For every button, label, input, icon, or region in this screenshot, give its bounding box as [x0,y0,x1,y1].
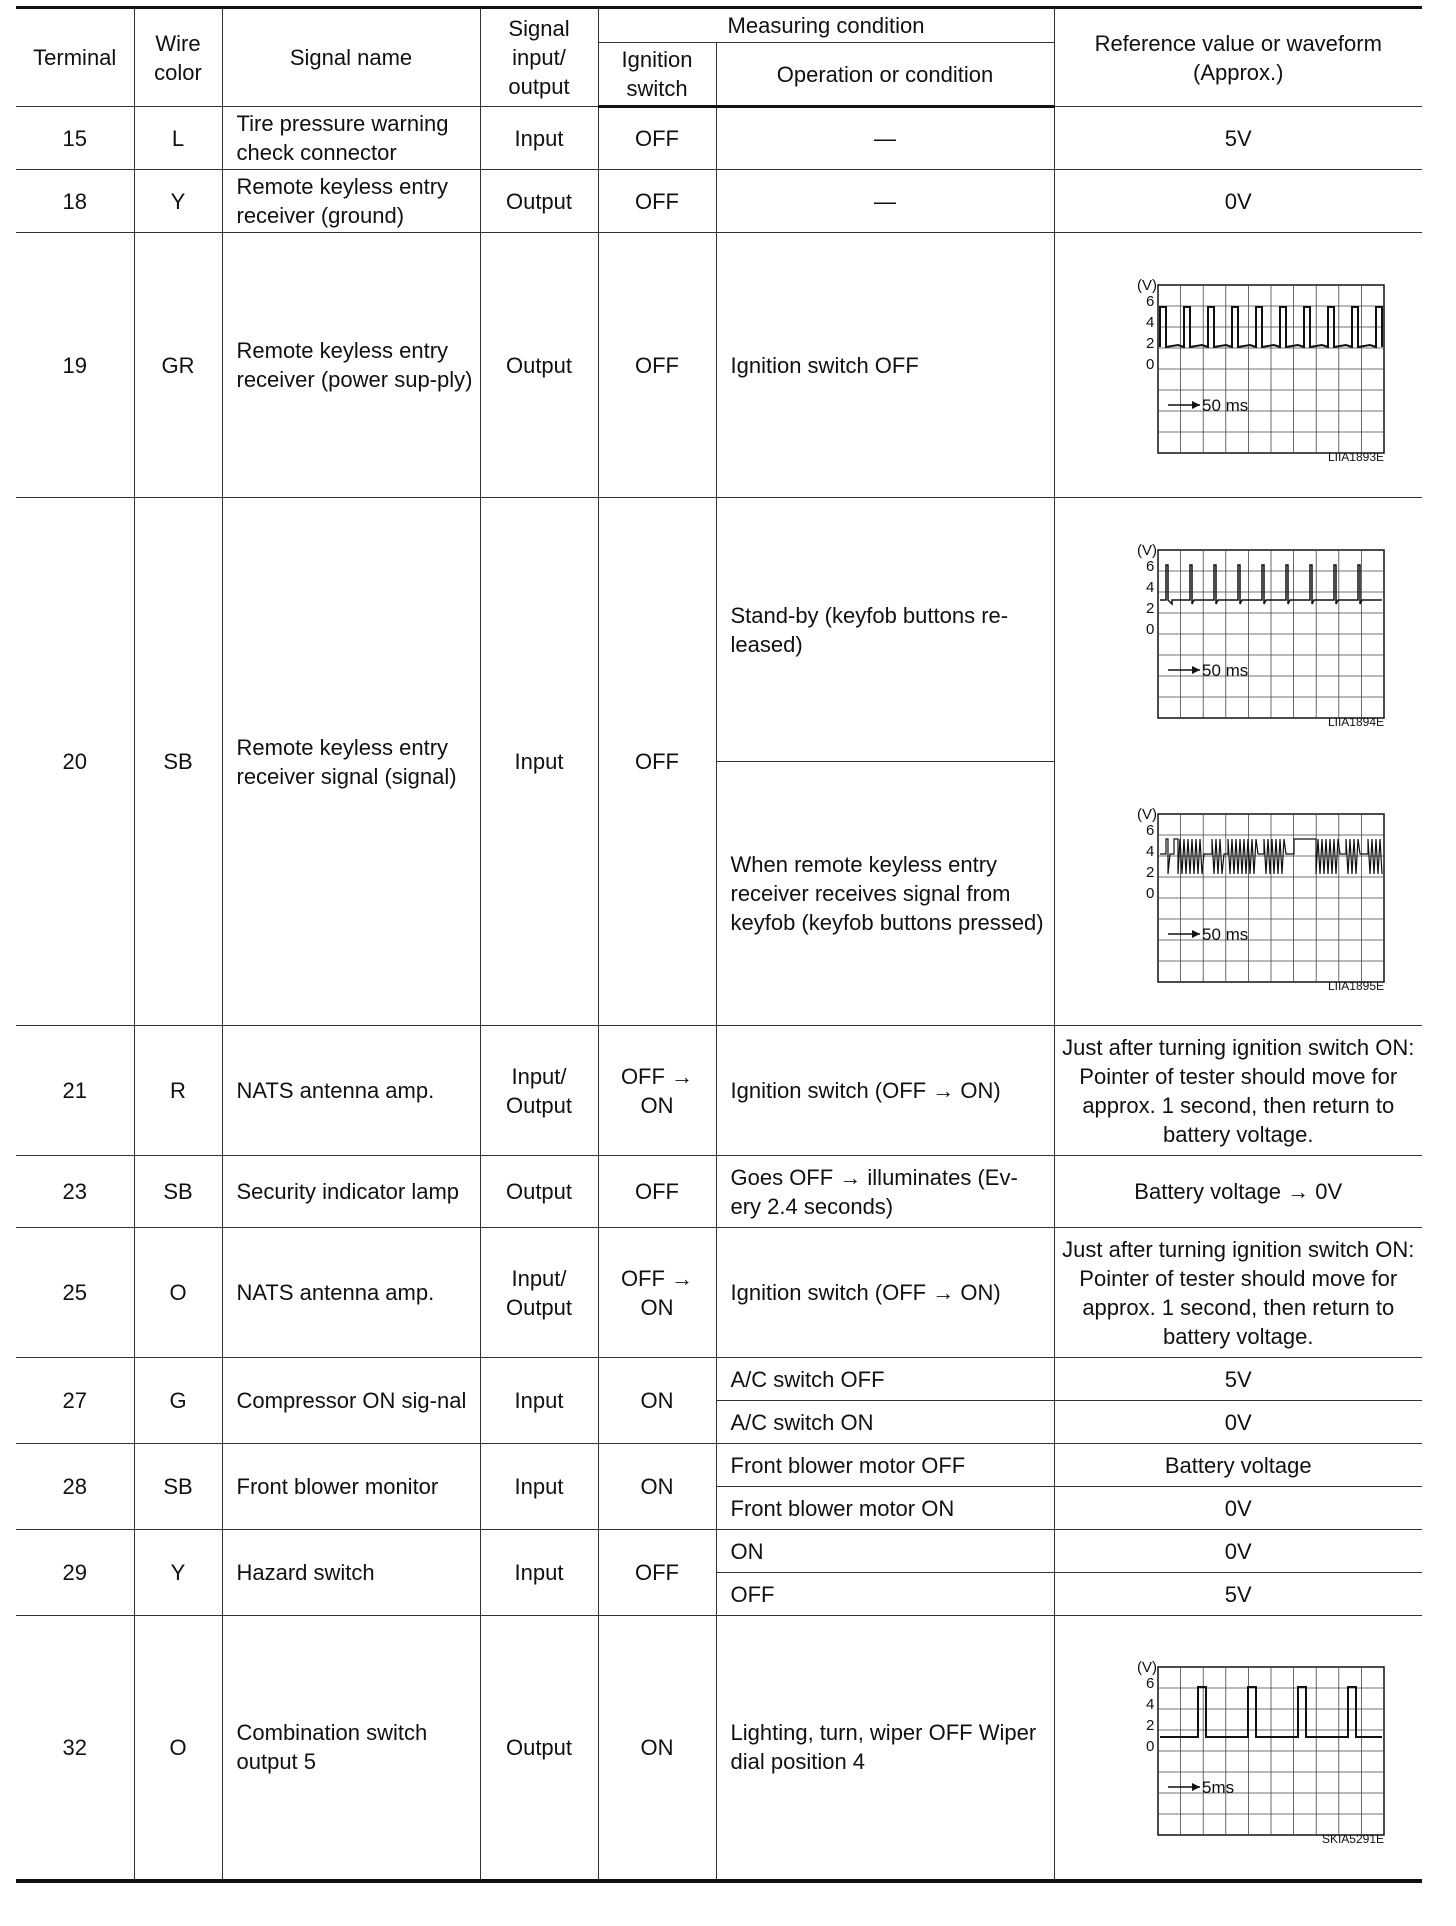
ignition-cell: OFF → ON [598,1026,716,1156]
waveform-tick-label: 0 [1146,1738,1155,1756]
table-row [16,498,1422,762]
signal-name-cell: NATS antenna amp. [222,1026,480,1156]
ignition-cell: OFF [598,170,716,233]
figure-code: LIIA1894E [1328,714,1385,729]
table-row [16,1616,1422,1881]
waveform-unit-label: (V) [1137,277,1158,294]
terminal-cell: 27 [16,1358,134,1444]
table-row [16,1156,1422,1228]
operation-cell: — [716,107,1054,170]
terminal-cell: 23 [16,1156,134,1228]
signal-name-cell: Compressor ON sig-nal [222,1358,480,1444]
time-scale-arrowhead [1192,401,1200,409]
reference-cell: 0V [1054,1487,1422,1530]
reference-cell: 5V [1054,1358,1422,1401]
operation-cell: Lighting, turn, wiper OFF Wiper dial position 4 [716,1616,1054,1881]
operation-cell: OFF [716,1573,1054,1616]
waveform-unit-label: (V) [1137,1659,1158,1677]
waveform-grid [1158,285,1384,453]
waveform-standby [1088,530,1388,730]
waveform-tick-label: 2 [1146,1717,1155,1735]
terminal-cell: 19 [16,233,134,498]
wire-color-cell: L [134,107,222,170]
waveform-power-supply [1088,265,1388,465]
ignition-cell: OFF [598,1530,716,1616]
ignition-cell: ON [598,1444,716,1530]
signal-io-cell: Output [480,1156,598,1228]
wire-color-cell: SB [134,1156,222,1228]
waveform-tick-label: 6 [1146,293,1155,310]
signal-io-cell: Output [480,170,598,233]
waveform-unit-label: (V) [1137,541,1158,559]
signal-name-cell: Remote keyless entry receiver signal (signal) [222,498,480,1026]
signal-io-cell: Input [480,107,598,170]
operation-cell: ON [716,1530,1054,1573]
signal-name-cell: Remote keyless entry receiver (ground) [222,170,480,233]
table-row [16,233,1422,498]
wire-color-cell: Y [134,1530,222,1616]
table-row [16,1228,1422,1358]
signal-name-cell: Tire pressure warning check connector [222,107,480,170]
signal-io-cell: Input/ Output [480,1026,598,1156]
table-row [16,107,1422,170]
ignition-cell: OFF [598,1156,716,1228]
wire-color-cell: O [134,1228,222,1358]
operation-cell: Stand-by (keyfob buttons re-leased) [716,498,1054,762]
reference-cell: 0V [1054,170,1422,233]
wire-color-cell: G [134,1358,222,1444]
operation-cell: Ignition switch (OFF → ON) [716,1228,1054,1358]
time-scale-arrowhead [1192,930,1200,938]
waveform-tick-label: 0 [1146,356,1155,373]
reference-cell: Just after turning ignition switch ON: Pointer of tester should move for approx. 1 second, then return to battery voltage. [1054,1228,1422,1358]
reference-cell: 0V [1054,1401,1422,1444]
waveform-combination-switch [1088,1647,1388,1847]
waveform-tick-label: 2 [1146,335,1155,352]
waveform-time-label: 5ms [1202,1778,1235,1798]
waveform-tick-label: 6 [1146,557,1155,575]
terminal-cell: 18 [16,170,134,233]
operation-cell: A/C switch ON [716,1401,1054,1444]
wire-color-cell: O [134,1616,222,1881]
reference-waveform-cell [1054,1616,1422,1881]
reference-cell: Battery voltage → 0V [1054,1156,1422,1228]
waveform-grid [1158,1667,1384,1835]
operation-cell: Goes OFF → illuminates (Ev-ery 2.4 seconds) [716,1156,1054,1228]
waveform-tick-label: 2 [1146,863,1155,881]
signal-io-cell: Input [480,1530,598,1616]
terminal-reference-table [16,6,1422,1883]
operation-cell: — [716,170,1054,233]
terminal-cell: 20 [16,498,134,1026]
table-row [16,1026,1422,1156]
header-ignition-switch: Ignition switch [598,43,716,107]
signal-name-cell: Security indicator lamp [222,1156,480,1228]
wire-color-cell: Y [134,170,222,233]
time-scale-arrowhead [1192,1783,1200,1791]
reference-cell: 0V [1054,1530,1422,1573]
signal-io-cell: Input/ Output [480,1228,598,1358]
waveform-tick-label: 2 [1146,599,1155,617]
ignition-cell: ON [598,1358,716,1444]
header-measuring-condition: Measuring condition [598,8,1054,43]
signal-name-cell: Remote keyless entry receiver (power sup-ply) [222,233,480,498]
header-terminal: Terminal [16,8,134,107]
ignition-cell: ON [598,1616,716,1881]
terminal-cell: 21 [16,1026,134,1156]
reference-waveform-cell [1054,233,1422,498]
wire-color-cell: SB [134,1444,222,1530]
signal-name-cell: Hazard switch [222,1530,480,1616]
figure-code: SKIA5291E [1322,1832,1385,1847]
signal-name-cell: Combination switch output 5 [222,1616,480,1881]
ignition-cell: OFF [598,107,716,170]
terminal-cell: 15 [16,107,134,170]
operation-cell: Ignition switch (OFF → ON) [716,1026,1054,1156]
signal-io-cell: Input [480,1444,598,1530]
waveform-time-label: 50 ms [1202,660,1249,680]
ignition-cell: OFF [598,233,716,498]
waveform-time-label: 50 ms [1202,396,1249,415]
waveform-tick-label: 0 [1146,620,1155,638]
header-signal-io: Signal input/ output [480,8,598,107]
terminal-cell: 29 [16,1530,134,1616]
waveform-unit-label: (V) [1137,805,1158,823]
figure-code: LIIA1893E [1328,450,1385,464]
reference-cell: 5V [1054,1573,1422,1616]
header-signal-name: Signal name [222,8,480,107]
signal-io-cell: Output [480,233,598,498]
wire-color-cell: GR [134,233,222,498]
table-row [16,1444,1422,1487]
wire-color-cell: SB [134,498,222,1026]
waveform-tick-label: 4 [1146,842,1155,860]
waveform-time-label: 50 ms [1202,924,1249,944]
ignition-cell: OFF → ON [598,1228,716,1358]
terminal-cell: 28 [16,1444,134,1530]
table-row [16,1530,1422,1573]
table-row [16,170,1422,233]
operation-cell: Front blower motor ON [716,1487,1054,1530]
waveform-tick-label: 0 [1146,884,1155,902]
signal-io-cell: Input [480,498,598,1026]
signal-io-cell: Input [480,1358,598,1444]
terminal-cell: 25 [16,1228,134,1358]
waveform-tick-label: 6 [1146,821,1155,839]
header-wire-color: Wire color [134,8,222,107]
terminal-cell: 32 [16,1616,134,1881]
header-reference: Reference value or waveform (Approx.) [1054,8,1422,107]
wire-color-cell: R [134,1026,222,1156]
waveform-tick-label: 6 [1146,1675,1155,1693]
ignition-cell: OFF [598,498,716,1026]
header-operation: Operation or condition [716,43,1054,107]
table-row [16,1358,1422,1401]
operation-cell: Ignition switch OFF [716,233,1054,498]
waveform-tick-label: 4 [1146,314,1155,331]
waveform-pressed [1088,794,1388,994]
signal-io-cell: Output [480,1616,598,1881]
reference-cell: 5V [1054,107,1422,170]
operation-cell: A/C switch OFF [716,1358,1054,1401]
reference-cell: Battery voltage [1054,1444,1422,1487]
waveform-tick-label: 4 [1146,1696,1155,1714]
signal-name-cell: NATS antenna amp. [222,1228,480,1358]
figure-code: LIIA1895E [1328,978,1385,993]
reference-cell: Just after turning ignition switch ON: Pointer of tester should move for approx. 1 second, then return to battery voltage. [1054,1026,1422,1156]
operation-cell: When remote keyless entry receiver receives signal from keyfob (keyfob buttons pressed) [716,762,1054,1026]
signal-name-cell: Front blower monitor [222,1444,480,1530]
operation-cell: Front blower motor OFF [716,1444,1054,1487]
waveform-tick-label: 4 [1146,578,1155,596]
time-scale-arrowhead [1192,666,1200,674]
reference-waveform-cell [1054,498,1422,1026]
